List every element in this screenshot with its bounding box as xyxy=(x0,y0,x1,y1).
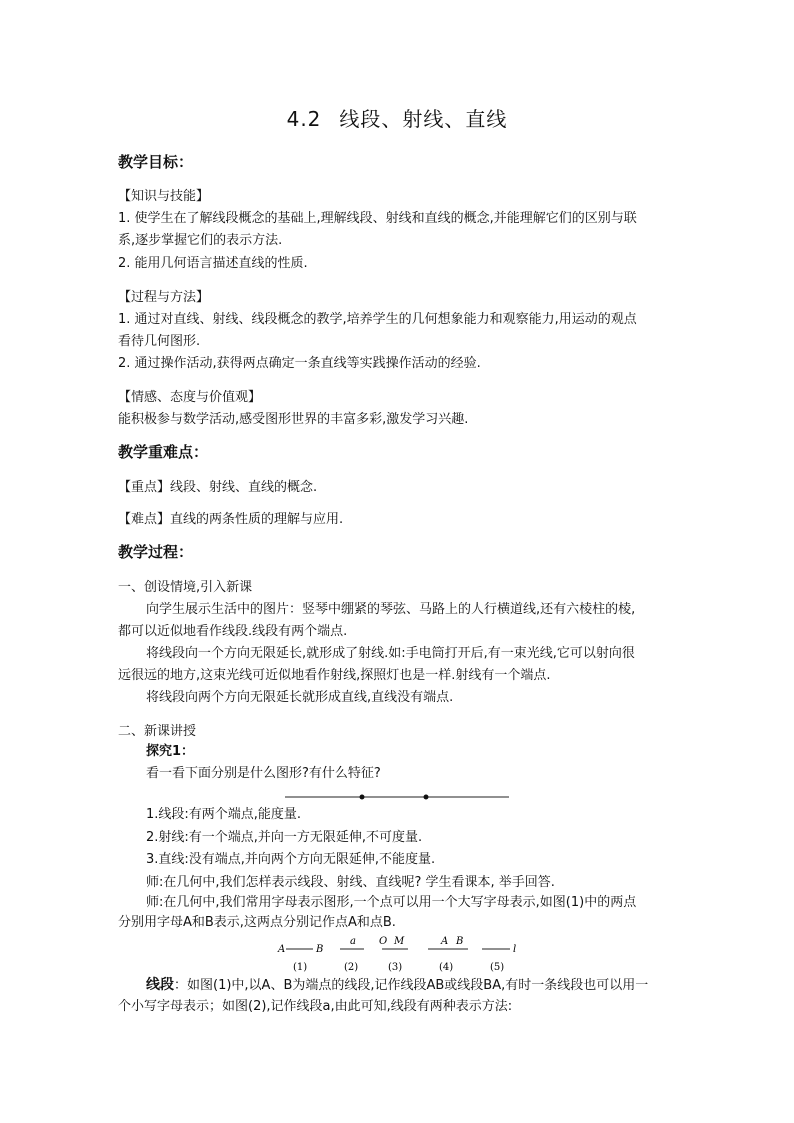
feature-line: 3.直线:没有端点,并向两个方向无限延伸,不能度量. xyxy=(146,852,436,867)
segment-notation-b: 个小写字母表示；如图(2),记作线段a,由此可知,线段有两种表示方法: xyxy=(118,999,513,1014)
fig4-caption: (4) xyxy=(439,962,454,973)
knowledge-line-1: 1. 使学生在了解线段概念的基础上,理解线段、射线和直线的概念,并能理解它们的区别与联 xyxy=(118,211,637,226)
knowledge-label: 【知识与技能】 xyxy=(118,189,210,204)
page-title xyxy=(0,103,794,132)
process-method-label: 【过程与方法】 xyxy=(118,290,210,305)
explore-question: 看一看下面分别是什么图形?有什么特征? xyxy=(146,766,381,781)
teaching-process-heading: 教学过程： xyxy=(118,543,194,561)
line-with-points-figure xyxy=(283,790,513,804)
section-2-title: 二、新课讲授 xyxy=(118,724,197,739)
fig5-caption: (5) xyxy=(490,962,505,973)
fig4-label-B: B xyxy=(456,936,464,947)
section-title: 线段、射线、直线 xyxy=(339,107,508,131)
knowledge-line-3: 2. 能用几何语言描述直线的性质. xyxy=(118,256,308,271)
teacher-explain-a: 师:在几何中,我们常用字母表示图形,一个点可以用一个大写字母表示,如图(1)中的两点 xyxy=(146,895,637,910)
emotion-line-1: 能积极参与数学活动,感受图形世界的丰富多彩,激发学习兴趣. xyxy=(118,412,469,427)
section-number: 4.2 xyxy=(286,107,322,131)
teacher-explain-b: 分别用字母A和B表示,这两点分别记作点A和点B. xyxy=(118,915,396,930)
key-point-label: 【重点】 xyxy=(118,480,171,495)
process-method-line-1: 1. 通过对直线、射线、线段概念的教学,培养学生的几何想象能力和观察能力,用运动的观点 xyxy=(118,312,637,327)
teacher-question: 师:在几何中,我们怎样表示线段、射线、直线呢? 学生看课本, 举手回答. xyxy=(146,875,555,890)
knowledge-line-2: 系,逐步掌握它们的表示方法. xyxy=(118,233,283,248)
process-method-line-3: 2. 通过操作活动,获得两点确定一条直线等实践操作活动的经验. xyxy=(118,356,481,371)
segment-notation-a xyxy=(146,975,706,996)
section-1-para-2a: 将线段向一个方向无限延长,就形成了射线.如:手电筒打开后,有一束光线,它可以射向很 xyxy=(146,646,635,661)
fig2-label-a: a xyxy=(350,936,356,947)
difficult-point-label: 【难点】 xyxy=(118,512,171,527)
key-point-text: 线段、射线、直线的概念. xyxy=(170,480,318,495)
feature-segment: 1.线段:有两个端点,能度量. xyxy=(146,807,302,822)
fig1-label-B: B xyxy=(316,944,324,955)
fig3-caption: (3) xyxy=(388,962,403,973)
section-1-para-1b: 都可以近似地看作线段.线段有两个端点. xyxy=(118,624,348,639)
figure-point-2 xyxy=(424,795,429,800)
difficult-point xyxy=(118,510,678,530)
section-1-title: 一、创设情境,引入新课 xyxy=(118,580,253,595)
notation-figures xyxy=(270,932,530,974)
segment-notation-text: ：如图(1)中,以A、B为端点的线段,记作线段AB或线段BA,有时一条线段也可以用一 xyxy=(174,978,649,993)
fig4-label-A: A xyxy=(441,936,449,947)
fig3-label-O: O xyxy=(379,936,388,947)
goals-heading: 教学目标： xyxy=(118,153,194,171)
fig1-label-A: A xyxy=(278,944,286,955)
emotion-label: 【情感、态度与价值观】 xyxy=(118,390,262,405)
section-1-para-2b: 远很远的地方,这束光线可近似地看作射线,探照灯也是一样.射线有一个端点. xyxy=(118,668,551,683)
keypoints-heading: 教学重难点： xyxy=(118,443,209,461)
section-1-para-1a: 向学生展示生活中的图片：竖琴中绷紧的琴弦、马路上的人行横道线,还有六棱柱的棱, xyxy=(146,602,636,617)
fig3-label-M: M xyxy=(394,936,405,947)
segment-notation-label: 线段 xyxy=(146,977,174,993)
process-method-line-2: 看待几何图形. xyxy=(118,334,201,349)
explore-label: 探究1： xyxy=(146,744,195,759)
fig5-label-l: l xyxy=(513,944,517,955)
figure-point-1 xyxy=(360,795,365,800)
difficult-point-text: 直线的两条性质的理解与应用. xyxy=(170,512,344,527)
feature-ray: 2.射线:有一个端点,并向一方无限延伸,不可度量. xyxy=(146,830,423,845)
fig2-caption: (2) xyxy=(344,962,359,973)
fig1-caption: (1) xyxy=(293,962,308,973)
section-1-para-3: 将线段向两个方向无限延长就形成直线,直线没有端点. xyxy=(146,690,454,705)
key-point xyxy=(118,478,678,498)
